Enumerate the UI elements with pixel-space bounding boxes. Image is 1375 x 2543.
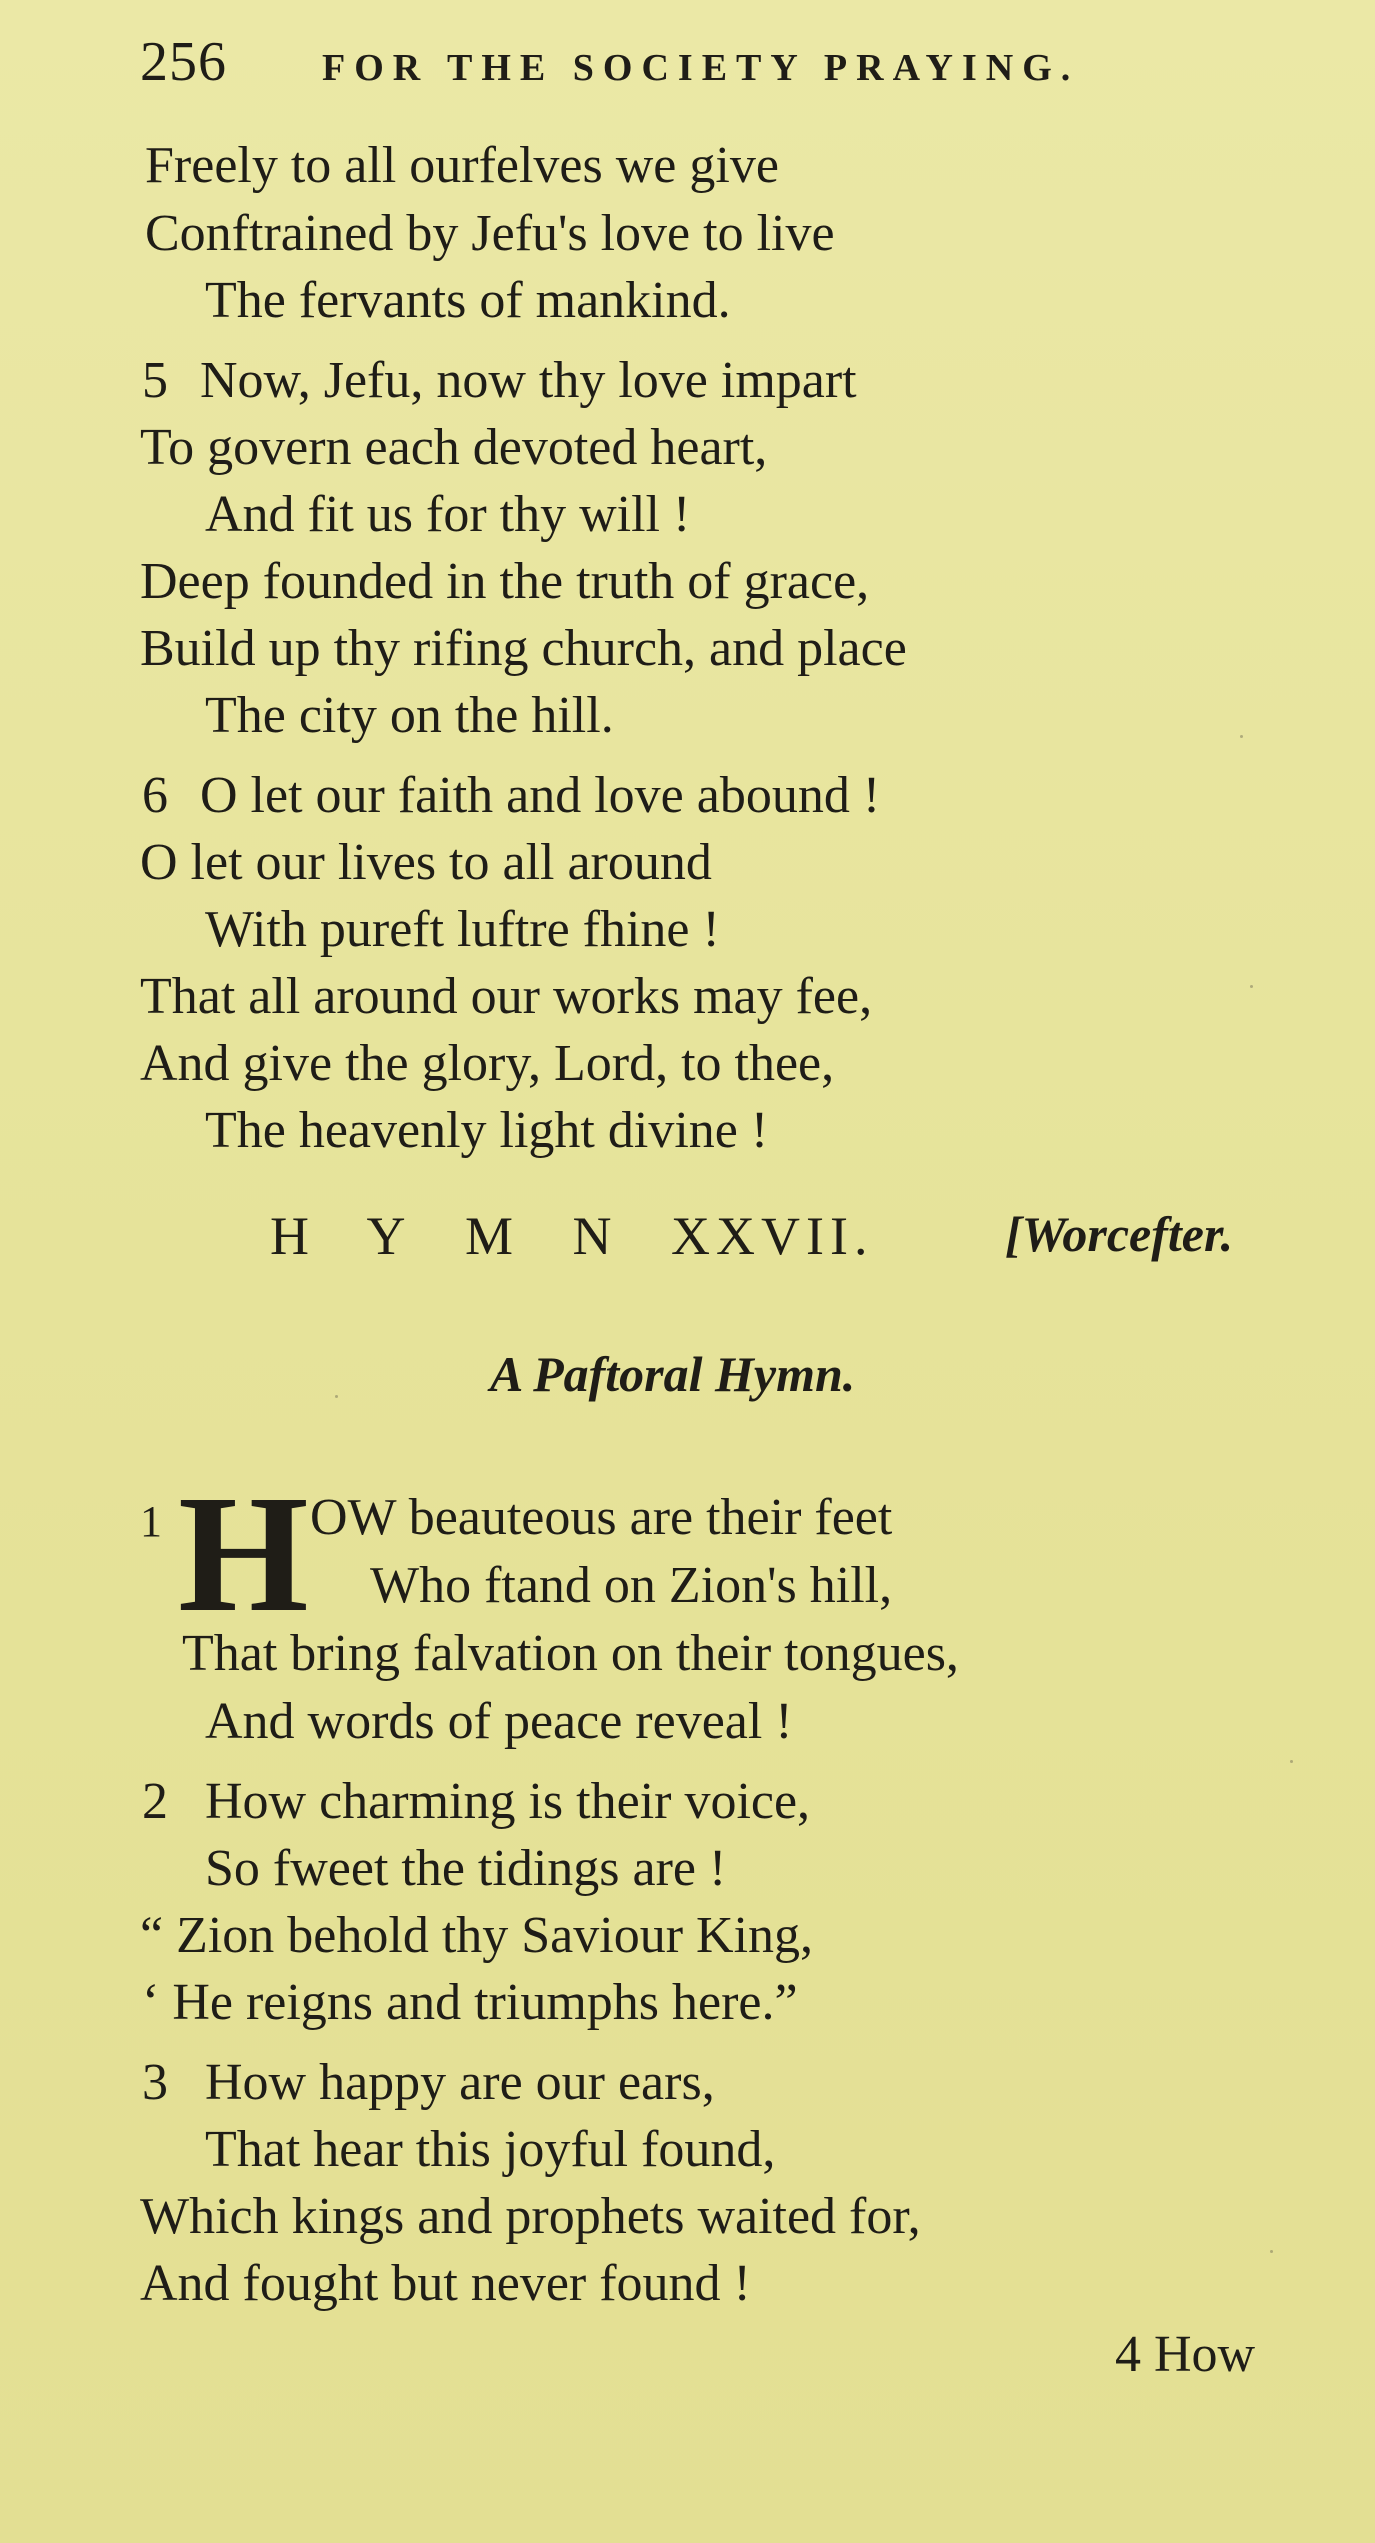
paper-speck <box>1290 1760 1293 1763</box>
verse-line: ‘ He reigns and triumphs here.” <box>142 1974 798 2031</box>
page-number: 256 <box>140 31 227 93</box>
hymn-subtitle: A Paftoral Hymn. <box>490 1346 856 1402</box>
verse-number: 1 <box>140 1497 162 1546</box>
verse-line: And fought but never found ! <box>140 2255 751 2312</box>
hymn-number: XXVII. <box>671 1206 874 1266</box>
verse-line: To govern each devoted heart, <box>140 419 768 476</box>
verse-line: So fweet the tidings are ! <box>205 1840 727 1897</box>
paper-speck <box>1250 985 1253 988</box>
verse-line: Build up thy rifing church, and place <box>140 620 907 677</box>
paper-speck <box>335 1395 338 1398</box>
verse-line: Which kings and prophets waited for, <box>140 2188 921 2245</box>
verse-line: That hear this joyful found, <box>205 2121 776 2178</box>
verse-line: How charming is their voice, <box>205 1773 811 1830</box>
tune-name: [Worcefter. <box>1005 1206 1234 1262</box>
verse-line: The heavenly light divine ! <box>205 1102 769 1159</box>
stanza-number: 6 <box>142 767 168 824</box>
verse-line: With pureft luftre fhine ! <box>205 901 720 958</box>
running-head: FOR THE SOCIETY PRAYING. <box>322 47 1080 89</box>
verse-line: And fit us for thy will ! <box>205 486 691 543</box>
drop-capital: H <box>178 1461 309 1647</box>
hymn-title-letter: M <box>465 1206 520 1266</box>
verse-line: That all around our works may fee, <box>140 968 873 1025</box>
verse-line: “ Zion behold thy Saviour King, <box>140 1907 814 1964</box>
verse-line: O let our lives to all around <box>140 834 712 891</box>
verse-number: 3 <box>142 2054 168 2111</box>
paper-speck <box>1270 2250 1273 2253</box>
paper-speck <box>1240 735 1243 738</box>
verse-line: And words of peace reveal ! <box>205 1693 793 1750</box>
page-header <box>140 30 1300 100</box>
hymn-title-letter: N <box>572 1206 618 1266</box>
verse-line: The city on the hill. <box>205 687 614 744</box>
verse-line: Deep founded in the truth of grace, <box>140 553 870 610</box>
hymn-title <box>270 1205 907 1267</box>
catchword: 4 How <box>1115 2326 1256 2383</box>
verse-line: OW beauteous are their feet <box>310 1489 893 1546</box>
verse-line: How happy are our ears, <box>205 2054 715 2111</box>
verse-line: Conftrained by Jefu's love to live <box>145 205 835 262</box>
hymn-title-letter: Y <box>366 1206 412 1266</box>
stanza-number: 5 <box>142 352 168 409</box>
verse-line: Freely to all ourfelves we give <box>145 137 779 194</box>
verse-line: The fervants of mankind. <box>205 272 731 329</box>
verse-line: Now, Jefu, now thy love impart <box>200 352 857 409</box>
verse-line: That bring falvation on their tongues, <box>182 1625 959 1682</box>
verse-line: Who ftand on Zion's hill, <box>370 1557 893 1614</box>
verse-line: O let our faith and love abound ! <box>200 767 881 824</box>
verse-number: 2 <box>142 1773 168 1830</box>
hymn-title-letter: H <box>270 1206 315 1266</box>
verse-line: And give the glory, Lord, to thee, <box>140 1035 835 1092</box>
